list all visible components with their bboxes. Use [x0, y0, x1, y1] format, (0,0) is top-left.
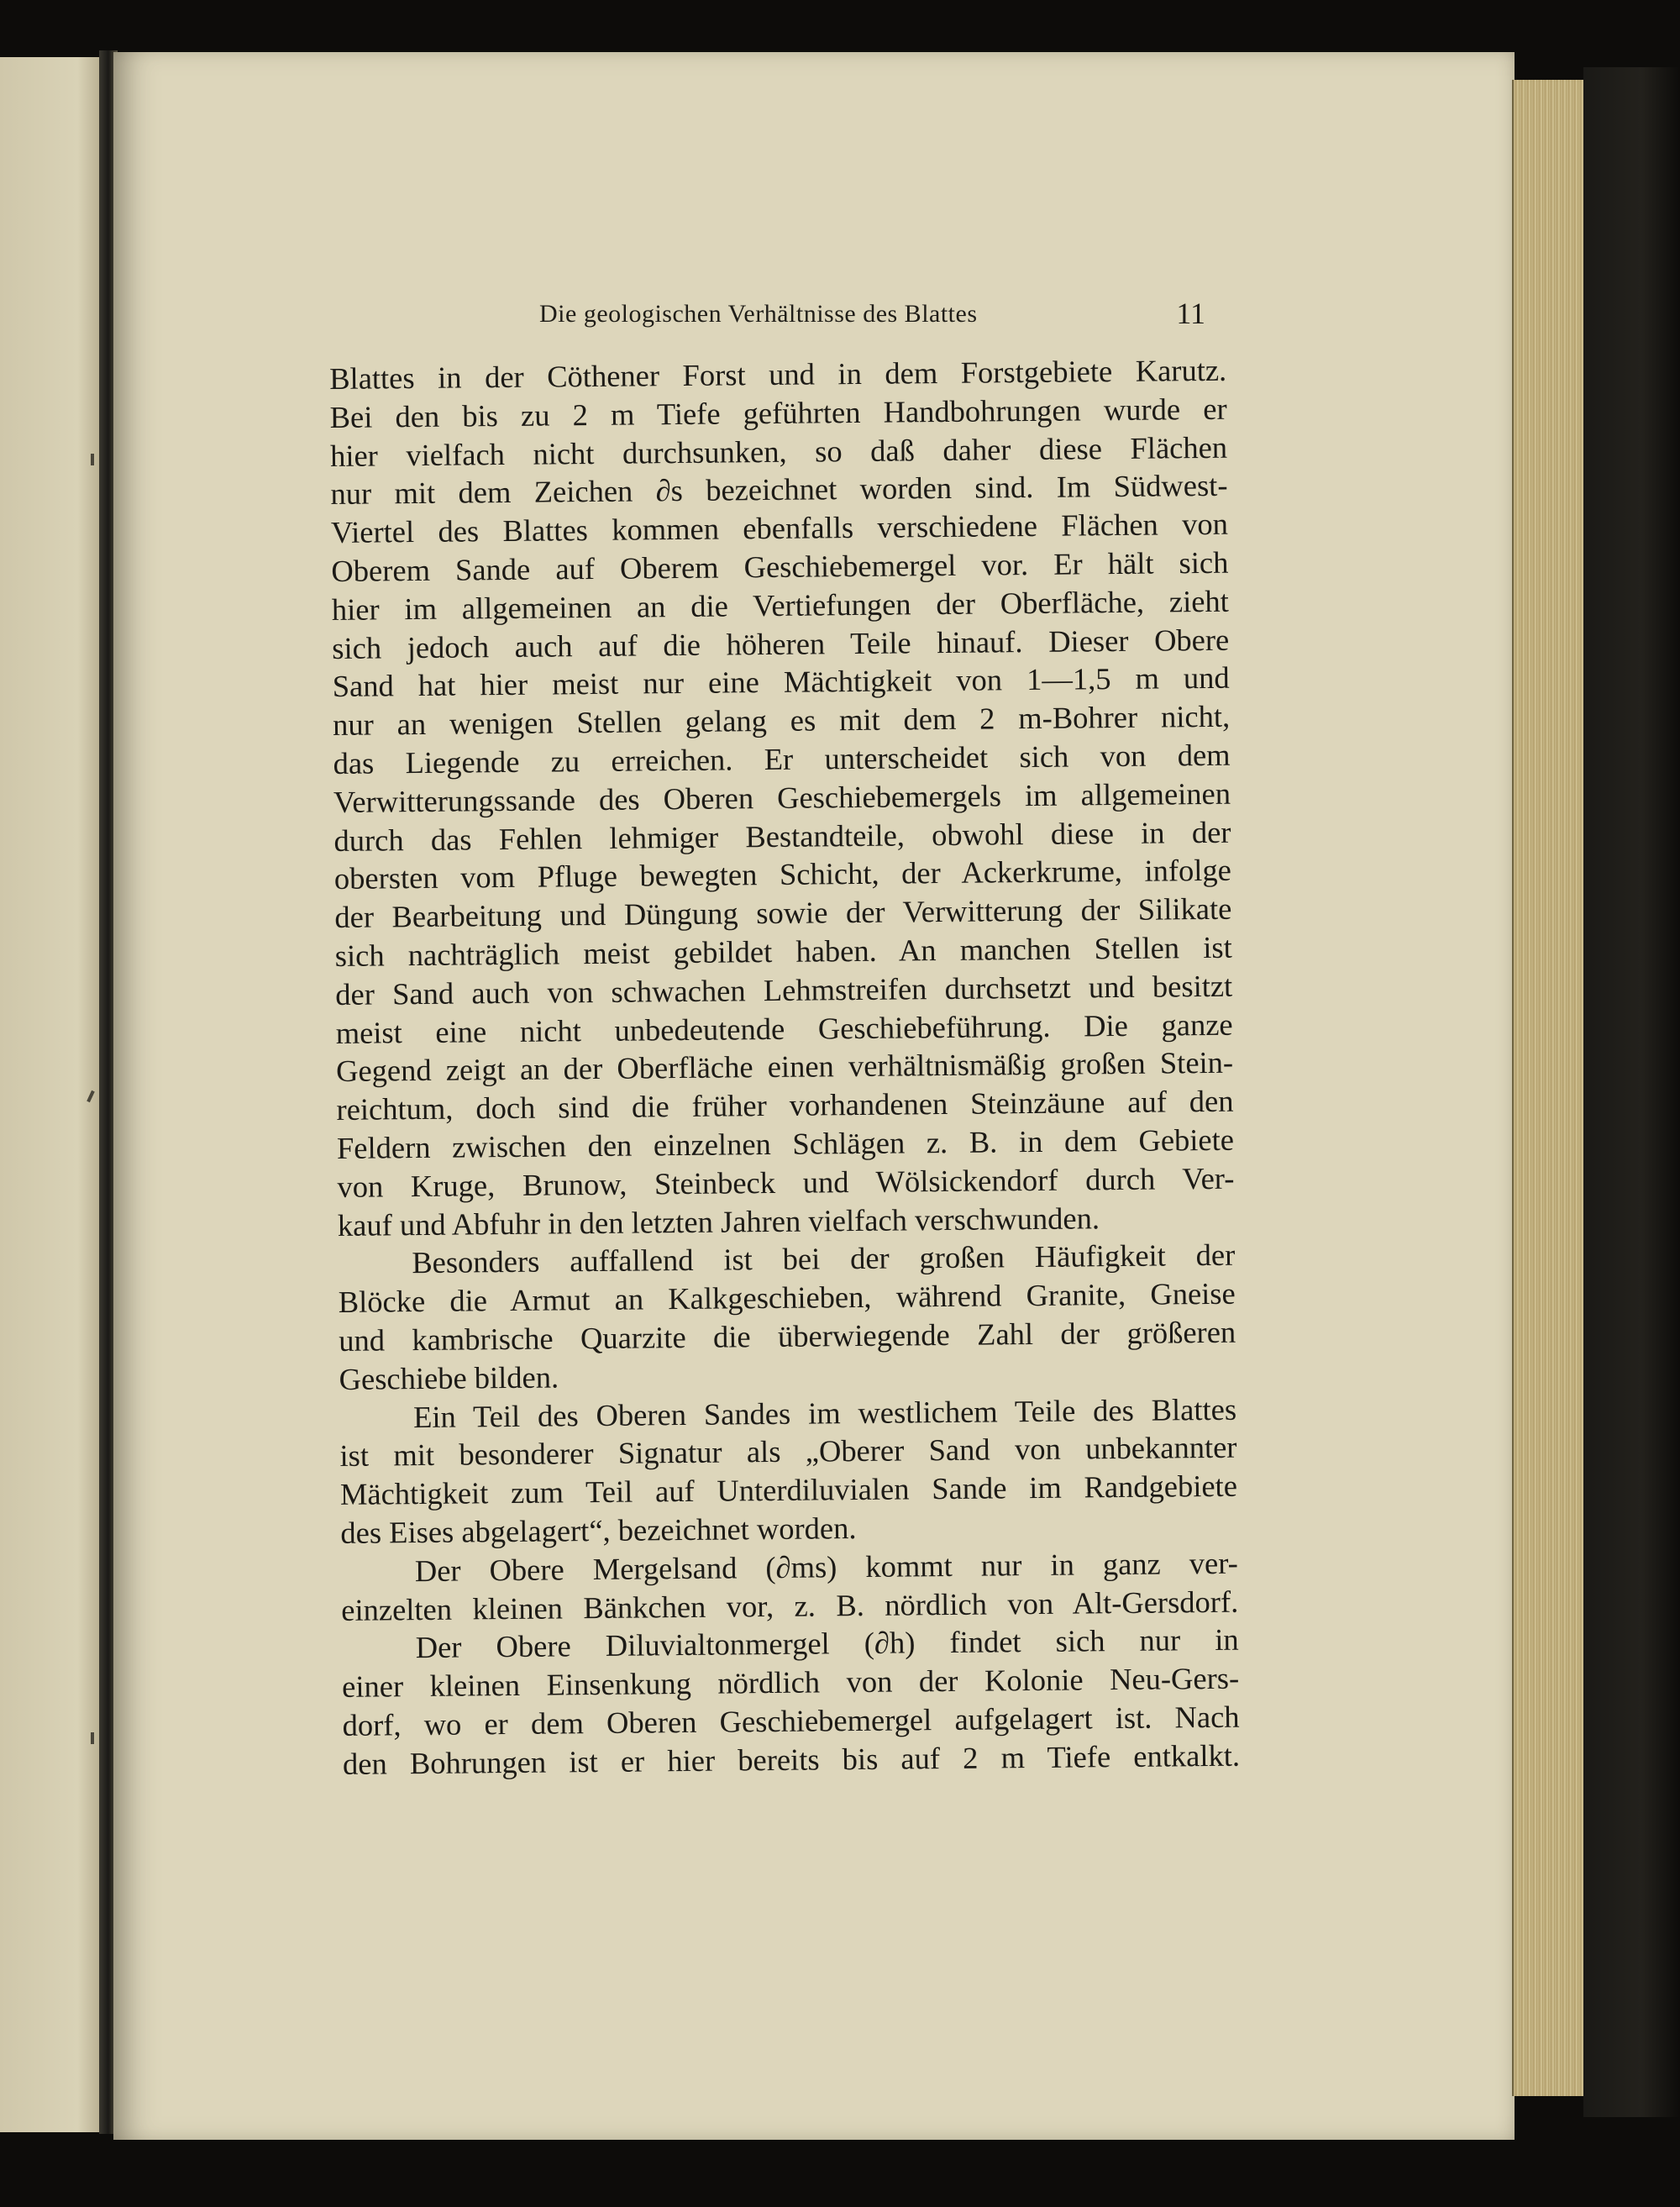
- text-line: Gegend zeigt an der Oberfläche einen verhältnismäßig großen Stein-: [335, 1045, 1234, 1089]
- page-header: [328, 296, 1205, 338]
- text-line: den Bohrungen ist er hier bereits bis auf 2 m Tiefe entkalkt.: [342, 1737, 1241, 1781]
- text-line: nur an wenigen Stellen gelang es mit dem 2 m-Bohrer nicht,: [332, 698, 1231, 743]
- text-line: hier vielfach nicht durchsunken, so daß daher diese Flächen: [329, 429, 1228, 473]
- text-line: hier im allgemeinen an die Vertiefungen der Oberfläche, zieht: [331, 583, 1230, 627]
- text-line: ist mit besonderer Signatur als „Oberer Sand von unbekannter: [339, 1430, 1237, 1474]
- book-cover-edge: [1583, 67, 1680, 2117]
- text-line: durch das Fehlen lehmiger Bestandteile, obwohl diese in der: [333, 814, 1231, 858]
- text-line: der Sand auch von schwachen Lehmstreifen durchsetzt und besitzt: [335, 968, 1233, 1012]
- text-line: der Bearbeitung und Düngung sowie der Verwitterung der Silikate: [334, 891, 1232, 935]
- text-line: dorf, wo er dem Oberen Geschiebemergel aufgelagert ist. Nach: [342, 1699, 1240, 1742]
- body-text: [329, 351, 1240, 1784]
- text-line: Bei den bis zu 2 m Tiefe geführten Handbohrungen wurde er: [329, 391, 1227, 434]
- text-line: und kambrische Quarzite die überwiegende Zahl der größeren: [339, 1314, 1236, 1358]
- text-line: Sand hat hier meist nur eine Mächtigkeit von 1—1,5 m und: [332, 660, 1230, 704]
- text-line: Blattes in der Cöthener Forst und in dem Forstgebiete Karutz.: [329, 352, 1227, 396]
- text-line: einer kleinen Einsenkung nördlich von der Kolonie Neu-Gers-: [341, 1660, 1240, 1705]
- text-line: sich jedoch auch auf die höheren Teile hinauf. Dieser Obere: [332, 622, 1230, 665]
- margin-mark: [91, 454, 94, 465]
- page-number: 11: [1176, 297, 1205, 330]
- text-line: sich nachträglich meist gebildet haben. An manchen Stellen ist: [334, 929, 1232, 973]
- text-line: obersten vom Pfluge bewegten Schicht, der Ackerkrume, infolge: [333, 853, 1232, 896]
- text-line: einzelten kleinen Bänkchen vor, z. B. nördlich von Alt-Gersdorf.: [341, 1584, 1239, 1627]
- text-line: Geschiebe bilden.: [339, 1359, 559, 1396]
- text-line: Verwitterungssande des Oberen Geschiebemergels im allgemeinen: [333, 775, 1231, 819]
- text-line: Blöcke die Armut an Kalkgeschieben, während Granite, Gneise: [338, 1275, 1236, 1320]
- paragraph-start-line: Der Obere Diluvialtonmergel (∂h) findet sich nur in: [415, 1621, 1239, 1665]
- text-line: Viertel des Blattes kommen ebenfalls verschiedene Flächen von: [330, 506, 1229, 550]
- paragraph-start-line: Besonders auffallend ist bei der großen Häufigkeit der: [412, 1237, 1236, 1280]
- paragraph-start-line: Der Obere Mergelsand (∂ms) kommt nur in ganz ver-: [414, 1545, 1238, 1588]
- text-line: nur mit dem Zeichen ∂s bezeichnet worden sind. Im Südwest-: [330, 468, 1228, 512]
- text-line: das Liegende zu erreichen. Er unterscheidet sich von dem: [333, 737, 1231, 780]
- text-line: Mächtigkeit zum Teil auf Unterdiluvialen Sande im Randgebiete: [339, 1468, 1238, 1512]
- running-title: Die geologischen Verhältnisse des Blattes: [539, 300, 978, 328]
- text-line: Oberem Sande auf Oberem Geschiebemergel vor. Er hält sich: [331, 544, 1229, 588]
- page-block-edge: [1512, 80, 1585, 2096]
- text-line: des Eises abgelagert“, bezeichnet worden.: [340, 1510, 857, 1550]
- text-line: reichtum, doch sind die früher vorhandenen Steinzäune auf den: [336, 1083, 1234, 1127]
- text-line: kauf und Abfuhr in den letzten Jahren vielfach verschwunden.: [337, 1200, 1100, 1243]
- text-line: Feldern zwischen den einzelnen Schlägen z. B. in dem Gebiete: [336, 1122, 1235, 1165]
- left-page-edge: [0, 57, 111, 2132]
- paragraph-start-line: Ein Teil des Oberen Sandes im westlichem Teile des Blattes: [412, 1391, 1237, 1434]
- text-line: von Kruge, Brunow, Steinbeck und Wölsickendorf durch Ver-: [337, 1160, 1235, 1204]
- margin-mark: [91, 1732, 94, 1744]
- text-line: meist eine nicht unbedeutende Geschiebeführung. Die ganze: [335, 1006, 1233, 1050]
